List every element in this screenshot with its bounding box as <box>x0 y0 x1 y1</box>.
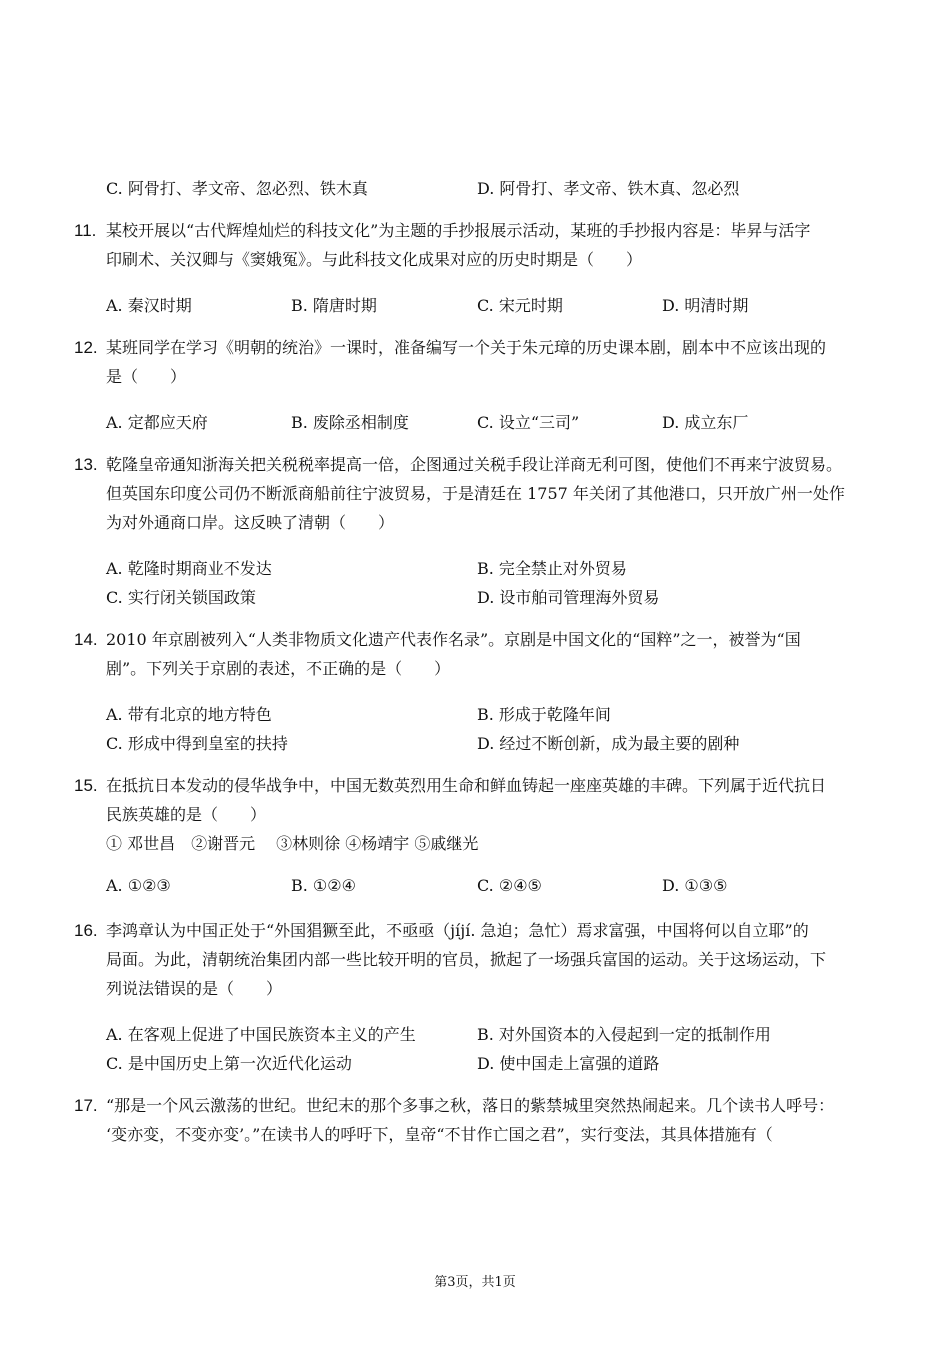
question-text: 印刷术、关汉卿与《窦娥冤》。与此科技文化成果对应的历史时期是（ ） <box>106 250 643 269</box>
question-text: 剧”。下列关于京剧的表述，不正确的是（ ） <box>106 659 451 678</box>
option-c: C. 设立“三司” <box>477 413 580 432</box>
question-text: ‘变亦变，不变亦变’。”在读书人的呼吁下，皇帝“不甘作亡国之君”，实行变法，其具体措施有（ <box>106 1125 773 1144</box>
question-text: 在抵抗日本发动的侵华战争中，中国无数英烈用生命和鲜血铸起一座座英雄的丰碑。下列属于近代抗日 <box>106 776 827 795</box>
question-number: 13. <box>74 455 98 474</box>
question-number: 16. <box>74 921 98 940</box>
question-13 <box>74 450 874 537</box>
question-12 <box>74 333 874 391</box>
option-d: D. 经过不断创新，成为最主要的剧种 <box>477 734 740 753</box>
question-number: 15. <box>74 776 98 795</box>
question-text: “那是一个风云激荡的世纪。世纪末的那个多事之秋，落日的紫禁城里突然热闹起来。几个读书人呼号： <box>106 1096 835 1115</box>
question-15 <box>74 771 874 858</box>
question-text: 民族英雄的是（ ） <box>106 805 267 824</box>
option-a: A. 秦汉时期 <box>106 296 192 315</box>
question-text: 乾隆皇帝通知浙海关把关税税率提高一倍，企图通过关税手段让洋商无利可图，使他们不再来宁波贸易。 <box>106 455 843 474</box>
option-c: C. 形成中得到皇室的扶持 <box>106 734 288 753</box>
question-16 <box>74 916 874 1003</box>
option-b: B. 形成于乾隆年间 <box>477 705 611 724</box>
question-text: 局面。为此，清朝统治集团内部一些比较开明的官员，掀起了一场强兵富国的运动。关于这场运动，下 <box>106 950 827 969</box>
question-text: 某班同学在学习《明朝的统治》一课时，准备编写一个关于朱元璋的历史课本剧，剧本中不应该出现的 <box>106 338 827 357</box>
option-b: B. ①②④ <box>291 876 356 895</box>
question-text: 李鸿章认为中国正处于“外国猖獗至此，不亟亟（jíjí. 急迫；急忙）焉求富强，中国将何以自立耶”的 <box>106 921 809 940</box>
question-number: 14. <box>74 630 98 649</box>
question-text: 但英国东印度公司仍不断派商船前往宁波贸易，于是清廷在 1757 年关闭了其他港口，只开放广州一处作 <box>106 484 845 503</box>
option-b: B. 废除丞相制度 <box>291 413 409 432</box>
option-d: D. 明清时期 <box>662 296 749 315</box>
option-b: B. 完全禁止对外贸易 <box>477 559 627 578</box>
question-number: 12. <box>74 338 98 357</box>
question-text: 某校开展以“古代辉煌灿烂的科技文化”为主题的手抄报展示活动，某班的手抄报内容是：毕昇与活字 <box>106 221 811 240</box>
option-c: C. ②④⑤ <box>477 876 542 895</box>
question-text: 是（ ） <box>106 367 187 386</box>
option-d: D. 设市舶司管理海外贸易 <box>477 588 660 607</box>
question-14 <box>74 625 874 683</box>
option-c: C. 是中国历史上第一次近代化运动 <box>106 1054 352 1073</box>
question-text: 列说法错误的是（ ） <box>106 979 283 998</box>
option-a: A. 带有北京的地方特色 <box>106 705 272 724</box>
question-text: 2010 年京剧被列入“人类非物质文化遗产代表作名录”。京剧是中国文化的“国粹”之一，被誉为“国 <box>106 630 801 649</box>
option-a: A. ①②③ <box>106 876 171 895</box>
option-c: C. 阿骨打、孝文帝、忽必烈、铁木真 <box>106 179 368 198</box>
option-d: D. 使中国走上富强的道路 <box>477 1054 660 1073</box>
option-c: C. 实行闭关锁国政策 <box>106 588 256 607</box>
page-footer: 第3页，共1页 <box>434 1275 516 1290</box>
option-b: B. 隋唐时期 <box>291 296 377 315</box>
option-a: A. 乾隆时期商业不发达 <box>106 559 272 578</box>
question-choices: ① 邓世昌 ②谢晋元 ③林则徐 ④杨靖宇 ⑤戚继光 <box>106 834 479 853</box>
question-number: 17. <box>74 1096 98 1115</box>
question-text: 为对外通商口岸。这反映了清朝（ ） <box>106 513 395 532</box>
option-c: C. 宋元时期 <box>477 296 563 315</box>
option-d: D. 阿骨打、孝文帝、铁木真、忽必烈 <box>477 179 740 198</box>
option-a: A. 在客观上促进了中国民族资本主义的产生 <box>106 1025 416 1044</box>
option-d: D. ①③⑤ <box>662 876 728 895</box>
question-11 <box>74 216 874 274</box>
option-d: D. 成立东厂 <box>662 413 749 432</box>
option-a: A. 定都应天府 <box>106 413 208 432</box>
option-b: B. 对外国资本的入侵起到一定的抵制作用 <box>477 1025 771 1044</box>
question-number: 11. <box>74 221 97 240</box>
question-17 <box>74 1091 874 1149</box>
